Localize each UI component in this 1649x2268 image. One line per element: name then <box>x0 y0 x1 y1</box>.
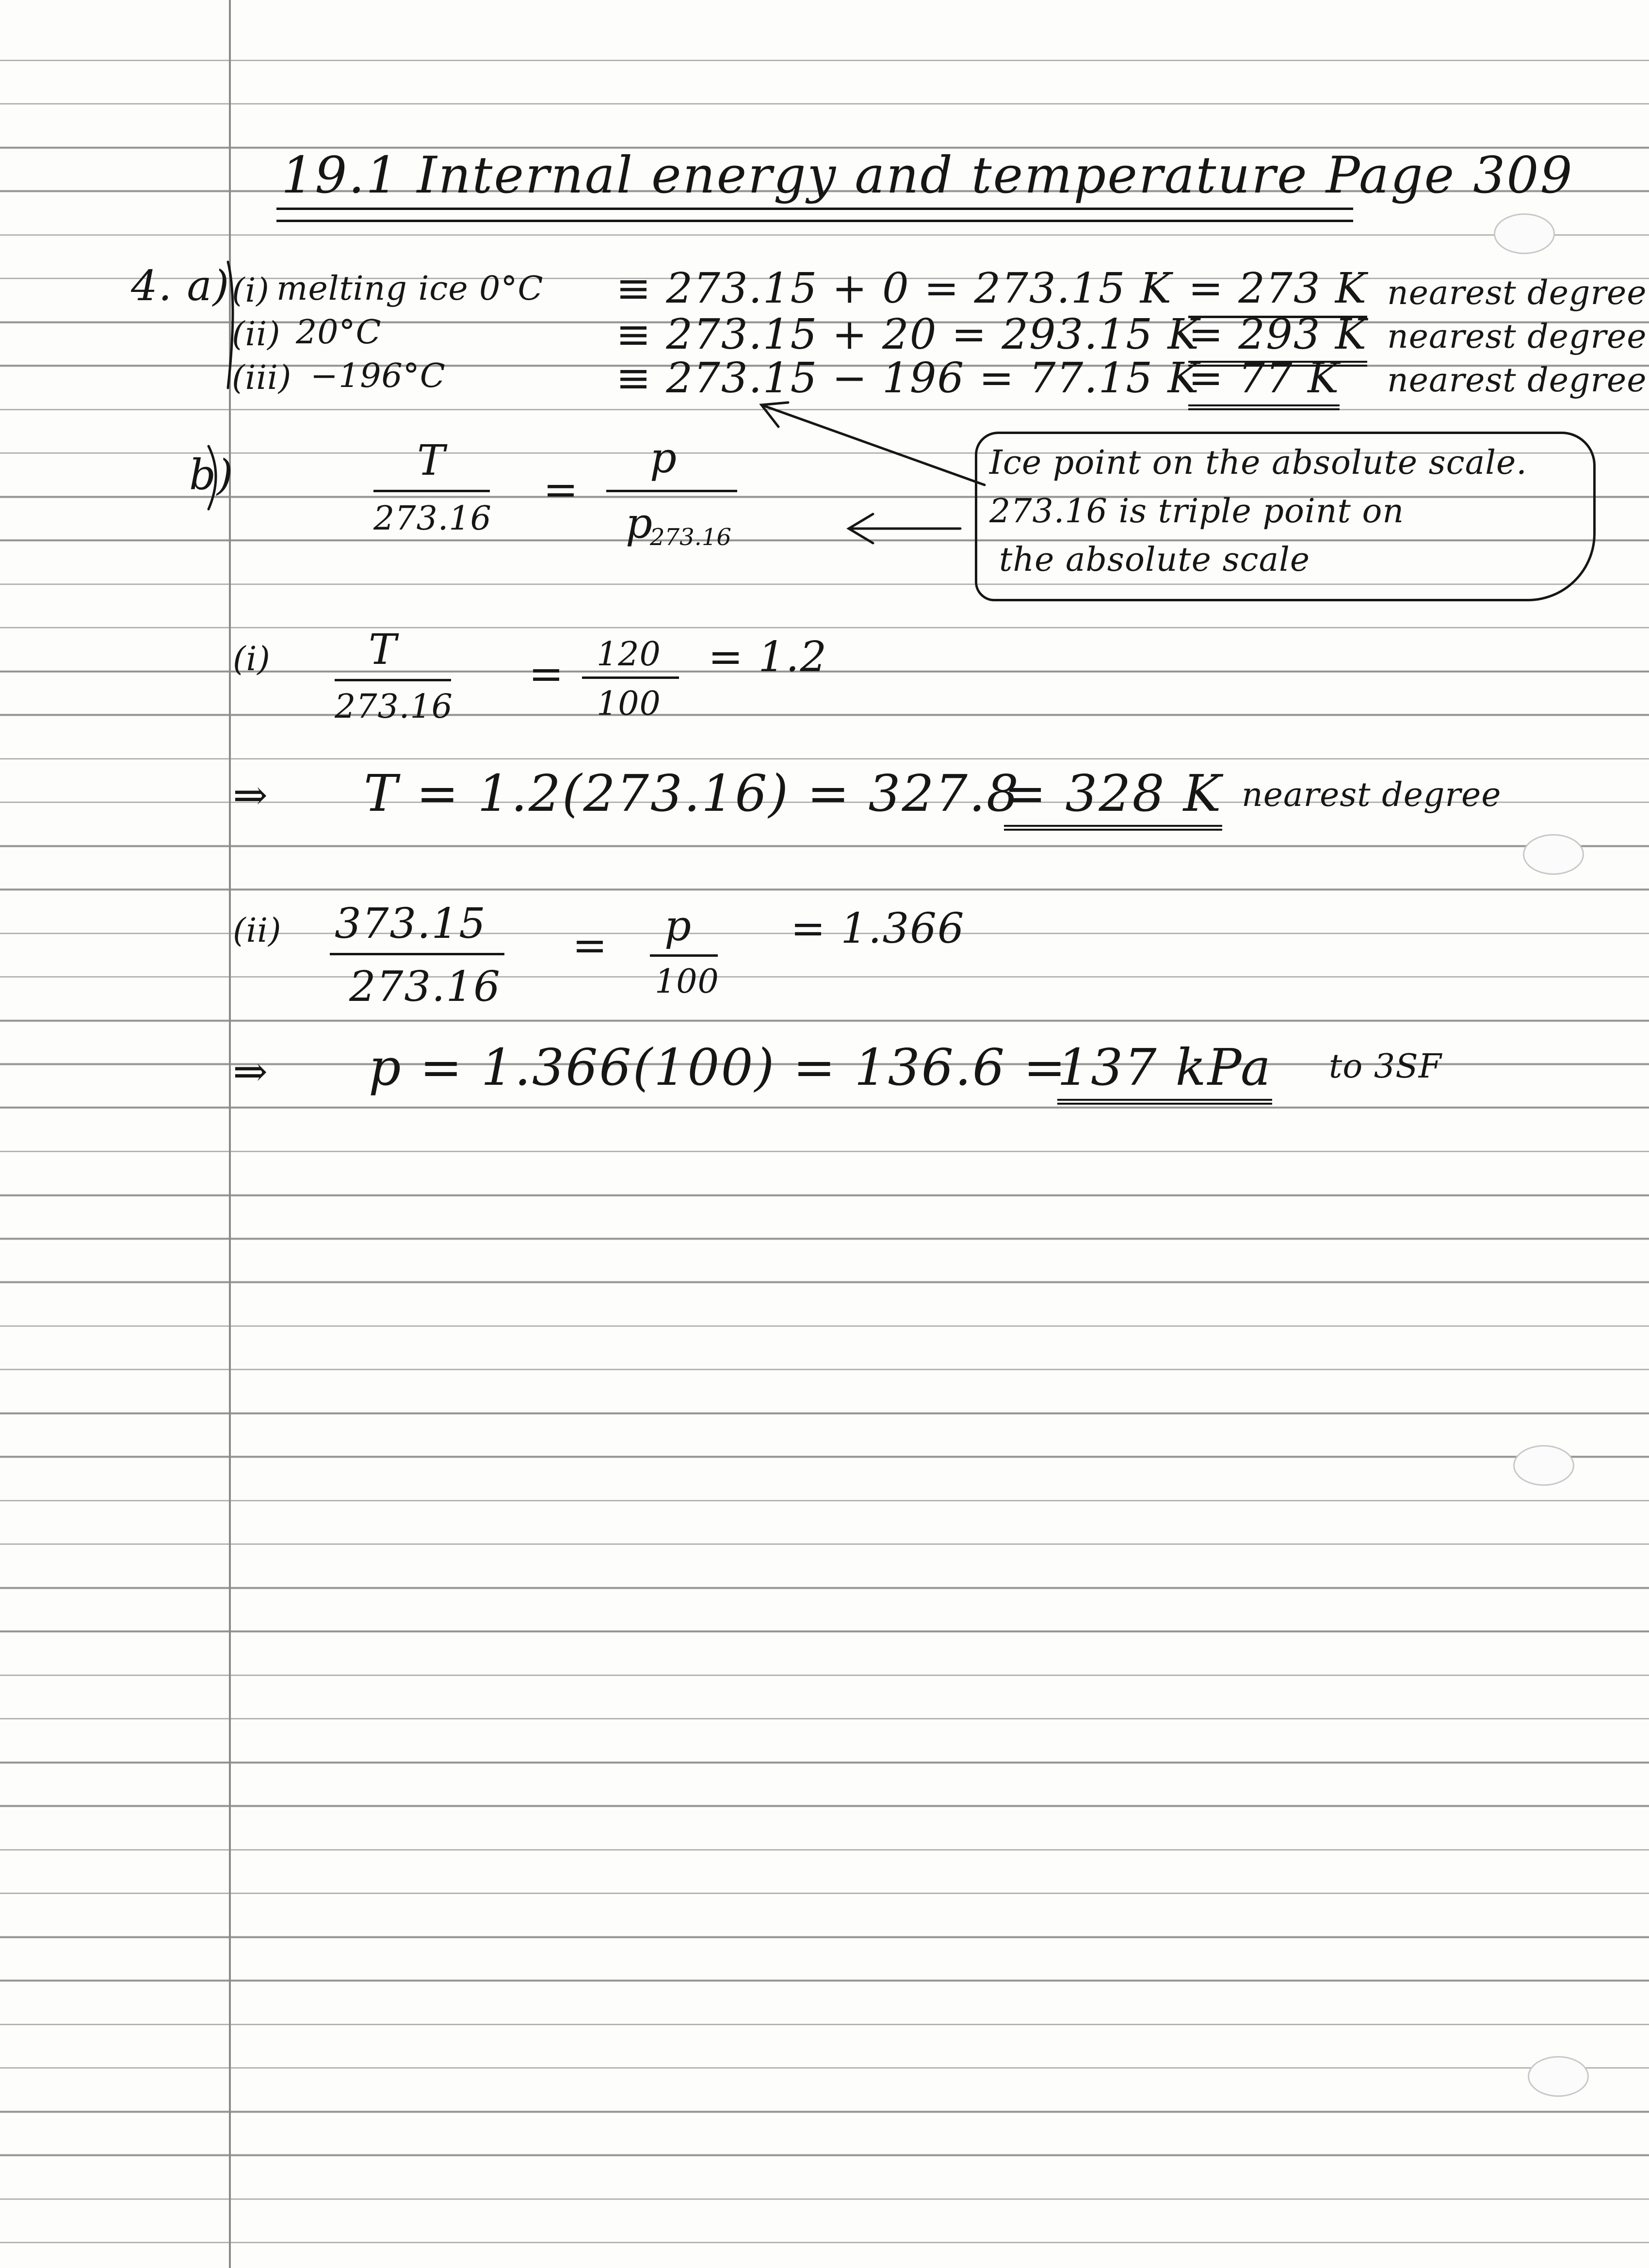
a-i-num: (i) <box>232 272 270 310</box>
b-equals: = <box>543 466 580 514</box>
b-i-answer: = 328 K <box>1004 764 1222 831</box>
b-ii-lhs-numerator: 373.15 <box>335 900 486 948</box>
b-ii-implies: ⇒ <box>233 1047 269 1096</box>
a-iii-calc: ≡ 273.15 − 196 = 77.15 K <box>616 354 1200 402</box>
b-i-implies: ⇒ <box>233 771 269 820</box>
a-iii-num: (iii) <box>232 359 292 397</box>
part-b-brace <box>209 446 216 509</box>
b-i-step: T = 1.2(273.16) = 327.8 <box>364 764 1020 823</box>
b-lhs-denominator: 273.16 <box>373 499 492 538</box>
b-rhs-numerator: p <box>650 434 678 483</box>
b-ii-answer: 137 kPa <box>1057 1038 1272 1105</box>
a-i-calc: ≡ 273.15 + 0 = 273.15 K <box>616 264 1172 313</box>
b-ii-rhs-numerator: p <box>664 902 693 950</box>
callout-line-3: the absolute scale <box>999 541 1310 579</box>
part-a-brace <box>228 262 233 388</box>
b-ii-rhs-fraction-bar <box>650 954 718 957</box>
b-i-rhs-numerator: 120 <box>597 635 661 674</box>
arrow-to-callout-from-ice-point <box>761 405 985 485</box>
b-ii-equals: = <box>572 921 609 970</box>
a-ii-note: nearest degree <box>1387 318 1647 356</box>
b-ii-note: to 3SF <box>1329 1047 1442 1086</box>
b-rhs-subscript: 273.16 <box>650 524 731 551</box>
b-ii-step: p = 1.366(100) = 136.6 = <box>369 1038 1067 1097</box>
a-ii-what: 20°C <box>296 313 382 352</box>
b-ii-rhs-denominator: 100 <box>655 963 719 1001</box>
b-label: b) <box>189 451 234 499</box>
b-lhs-numerator: T <box>417 436 446 485</box>
question-label: 4. a) <box>131 262 230 310</box>
a-ii-num: (ii) <box>232 315 281 354</box>
b-i-result: = 1.2 <box>708 633 828 681</box>
a-i-note: nearest degree <box>1387 274 1647 312</box>
a-iii-what: −196°C <box>310 357 446 395</box>
b-i-equals: = <box>529 650 565 698</box>
b-i-lhs-fraction-bar <box>335 679 451 681</box>
b-ii-lhs-denominator: 273.16 <box>349 963 501 1011</box>
a-iii-answer: = 77 K <box>1188 354 1340 410</box>
a-ii-answer: = 293 K <box>1188 310 1367 367</box>
a-ii-calc: ≡ 273.15 + 20 = 293.15 K <box>616 310 1200 359</box>
b-i-rhs-fraction-bar <box>582 676 679 679</box>
b-ii-result: = 1.366 <box>791 904 965 953</box>
b-i-lhs-numerator: T <box>369 626 398 674</box>
b-ii-lhs-fraction-bar <box>330 953 504 955</box>
b-i-note: nearest degree <box>1242 776 1502 814</box>
b-i-lhs-denominator: 273.16 <box>335 688 453 726</box>
b-i-rhs-denominator: 100 <box>597 685 661 723</box>
a-iii-note: nearest degree <box>1387 361 1647 400</box>
b-ii-num: (ii) <box>233 912 282 950</box>
b-i-num: (i) <box>233 640 271 678</box>
a-i-answer: = 273 K <box>1188 264 1367 318</box>
callout-line-2: 273.16 is triple point on <box>989 492 1405 531</box>
callout-line-1: Ice point on the absolute scale. <box>989 444 1527 482</box>
page-title: 19.1 Internal energy and temperature Page 309 <box>281 145 1574 205</box>
b-rhs-denominator: p <box>626 499 654 548</box>
a-i-what: melting ice 0°C <box>276 270 544 308</box>
